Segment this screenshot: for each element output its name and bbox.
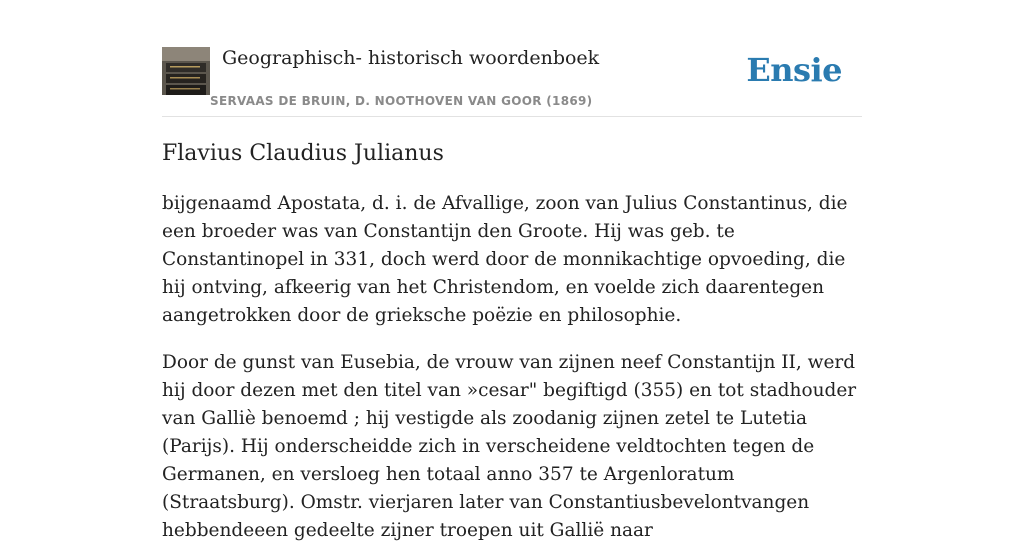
entry-paragraph: bijgenaamd Apostata, d. i. de Afvallige, zoon van Julius Constantinus, die een broeder was van Constantijn den Groote. Hij was geb. te Constantinopel in 331, doch werd door de monnikachtige opvoeding, die hij ontving, afkeerig van het Christendom, en voelde zich daarentegen aangetrokken door de grieksche poëzie en philosophie.: [162, 193, 848, 326]
entry-paragraph: Door de gunst van Eusebia, de vrouw van zijnen neef Constantijn II, werd hij door dezen met den titel van »cesar" begiftigd (355) en tot stadhouder van Galliè benoemd ; hij vestigde als zoodanig zijnen zetel te Lutetia (Parijs). Hij onderscheidde zich in verscheidene veldtochten tegen de Germanen, en versloeg hen totaal anno 357 te Argenloratum (Straatsburg). Omstr. vierjaren later van Constantiusbevelontvangen hebbendeeen gedeelte zijner troepen uit Gallië naar: [162, 352, 857, 541]
source-authors-year: SERVAAS DE BRUIN, D. NOOTHOVEN VAN GOOR (1869): [210, 94, 593, 108]
ensie-logo[interactable]: Ensie: [746, 51, 842, 89]
entry-content: [162, 138, 862, 545]
book-thumbnail-icon: [162, 47, 210, 95]
source-title[interactable]: Geographisch- historisch woordenboek: [222, 47, 600, 69]
source-header: [162, 46, 862, 117]
entry-title: Flavius Claudius Julianus: [162, 141, 444, 166]
source-avatar[interactable]: [162, 47, 210, 95]
